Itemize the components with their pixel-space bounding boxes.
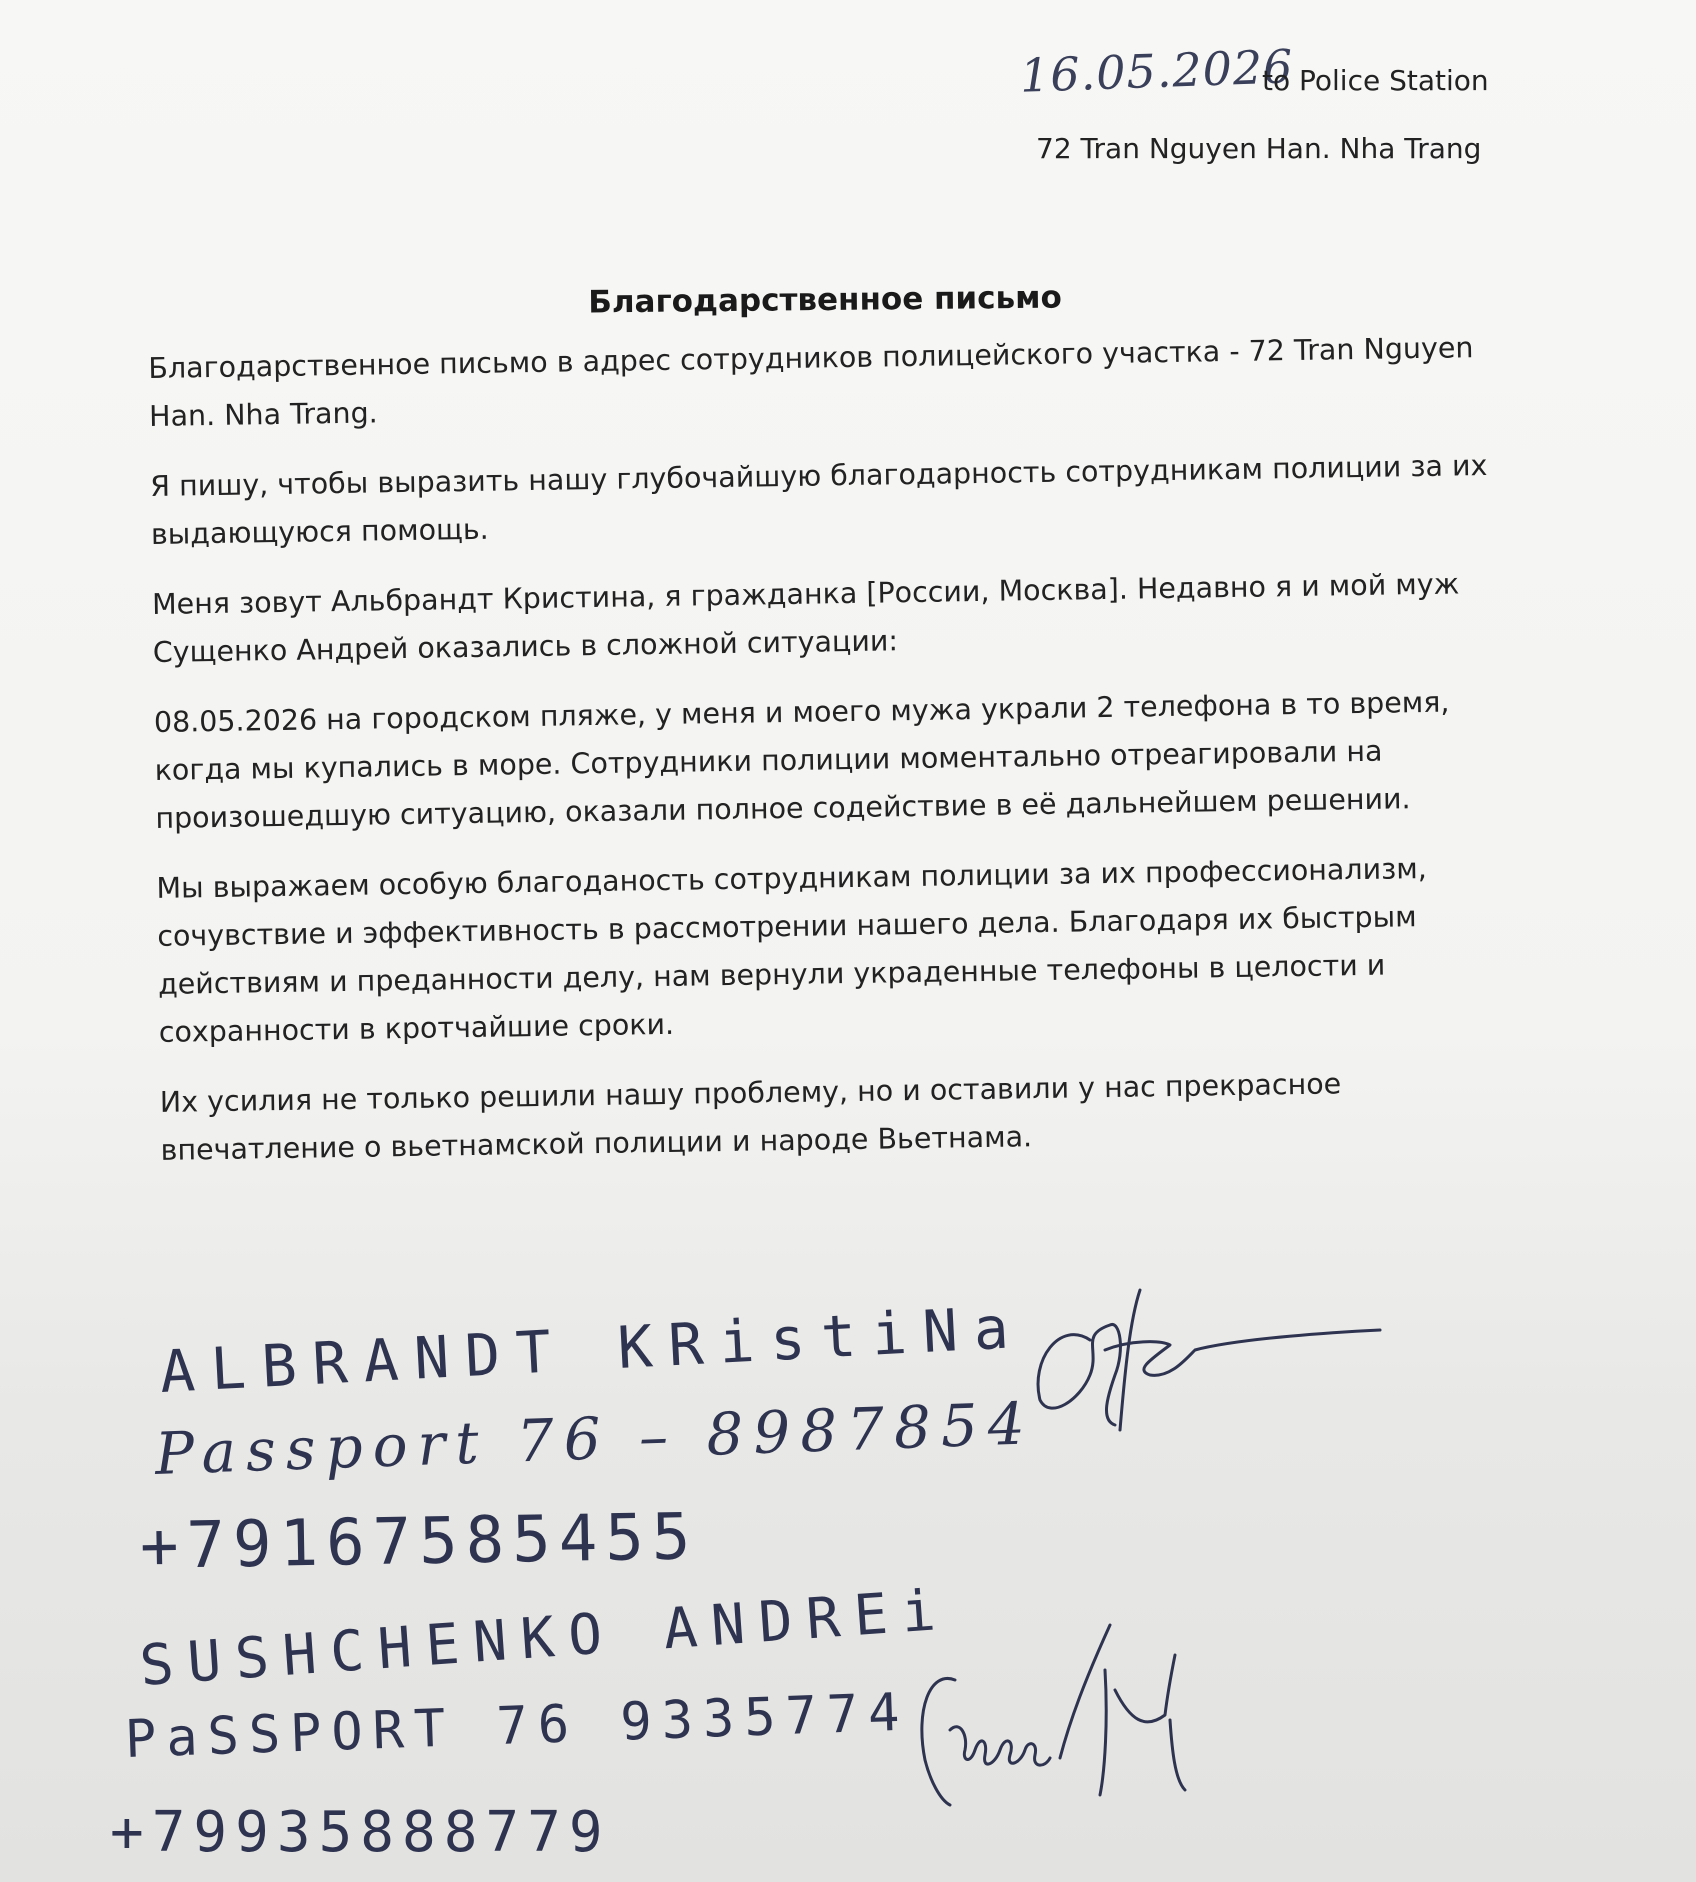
- signatory-1-passport: Passport 76 – 8987854: [153, 1389, 1036, 1488]
- signatory-2-name: SUSHCHENKO ANDREi: [137, 1577, 952, 1699]
- signatory-2-phone: +79935888779: [110, 1800, 611, 1865]
- paragraph: Благодарственное письмо в адрес сотрудников полицейского участка - 72 Tran Nguyen Han. Nha Trang.: [148, 331, 1474, 433]
- paragraph: Мы выражаем особую благоданость сотрудникам полиции за их профессионализм, сочувствие и эффективность в рассмотрении нашего дела. Благодаря их быстрым действиям и преданности делу, нам вернули украденные телефоны в целости и сохранности в кротчайшие сроки.: [156, 851, 1428, 1049]
- signature-1-icon: [1020, 1280, 1400, 1440]
- signatory-2-passport: PaSSPORT 76 9335774: [123, 1682, 911, 1770]
- paragraph: 08.05.2026 на городском пляже, у меня и моего мужа украли 2 телефона в то время, когда мы купались в море. Сотрудники полиции моментально отреагировали на произошедшую ситуацию, оказали полное содействие в её дальнейшем решении.: [153, 685, 1450, 835]
- paragraph: Их усилия не только решили нашу проблему, но и оставили у нас прекрасное впечатление о вьетнамской полиции и народе Вьетнама.: [159, 1067, 1342, 1167]
- addressee: to Police Station: [1262, 64, 1489, 97]
- paragraph: Меня зовут Альбрандт Кристина, я гражданка [России, Москва]. Недавно я и мой муж Сущенко Андрей оказались в сложной ситуации:: [151, 567, 1460, 669]
- signatory-1-name: ALBRANDT KRistiNa: [158, 1292, 1027, 1406]
- signatory-1-phone: +79167585455: [139, 1500, 699, 1584]
- addressee-address: 72 Tran Nguyen Han. Nha Trang: [1036, 132, 1482, 165]
- paragraph: Я пишу, чтобы выразить нашу глубочайшую благодарность сотрудникам полиции за их выдающуюся помощь.: [149, 448, 1488, 551]
- letter-body: [148, 323, 1541, 1197]
- letter-title: Благодарственное письмо: [588, 279, 1062, 321]
- signature-2-icon: [910, 1610, 1230, 1810]
- handwritten-date: 16.05.2026: [1019, 39, 1295, 103]
